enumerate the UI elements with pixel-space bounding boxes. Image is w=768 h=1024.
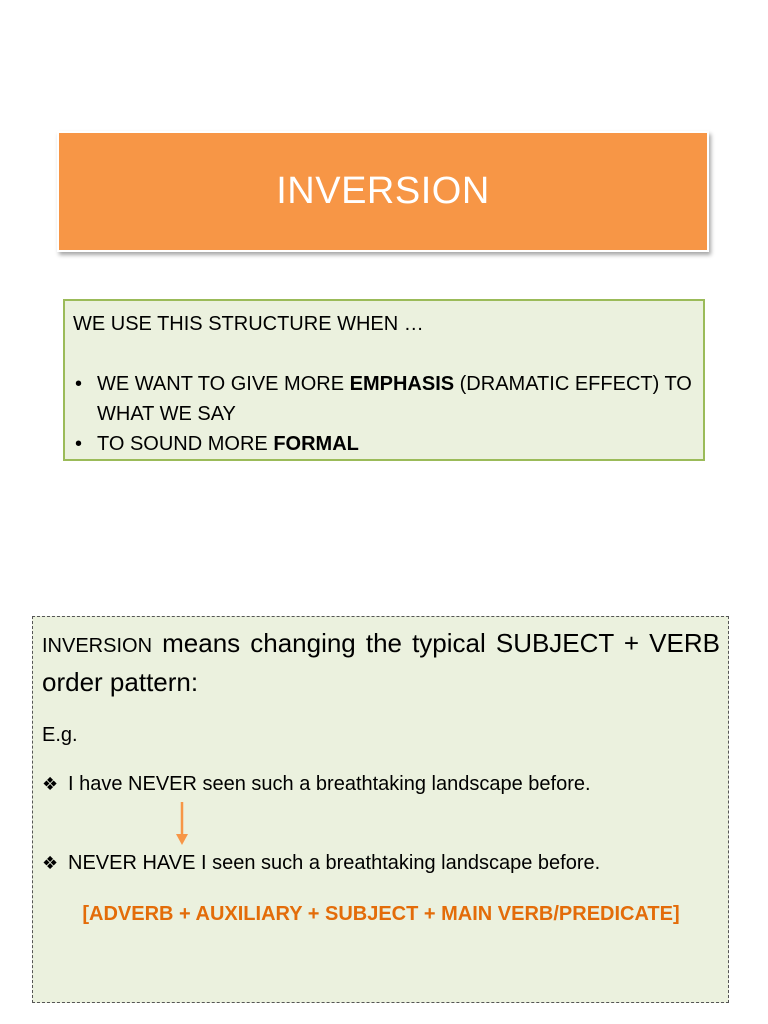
- down-arrow-icon: [173, 802, 191, 846]
- diamond-bullet-icon: ❖: [42, 853, 59, 873]
- usage-bullet-formal: [73, 429, 695, 459]
- usage-list: [73, 369, 695, 459]
- bullet-bold-text: EMPHASIS: [349, 373, 455, 395]
- bullet-bold-text: FORMAL: [273, 433, 359, 455]
- example-1-text: I have NEVER seen such a breathtaking landscape before.: [68, 773, 591, 795]
- diamond-bullet-icon: ❖: [42, 774, 59, 794]
- definition-term: INVERSION: [42, 635, 153, 657]
- arrow-row: [42, 796, 720, 852]
- definition-box: [32, 616, 729, 1003]
- page-title: INVERSION: [276, 170, 490, 212]
- example-2: [42, 852, 720, 875]
- title-banner: [57, 131, 709, 252]
- usage-bullet-emphasis: [73, 369, 695, 429]
- definition-text: [42, 625, 720, 700]
- bullet-text: (DRAMATIC EFFECT) TO WHAT WE SAY: [97, 373, 692, 425]
- usage-intro: WE USE THIS STRUCTURE WHEN …: [73, 313, 424, 335]
- example-label: E.g.: [42, 724, 78, 746]
- inversion-formula: [ADVERB + AUXILIARY + SUBJECT + MAIN VERB/PREDICATE]: [82, 903, 680, 925]
- example-1: [42, 773, 720, 796]
- bullet-text: WE WANT TO GIVE MORE: [97, 373, 350, 395]
- bullet-text: TO SOUND MORE: [97, 433, 274, 455]
- example-2-text: NEVER HAVE I seen such a breathtaking landscape before.: [68, 852, 601, 874]
- usage-box: [63, 299, 705, 461]
- definition-body: means changing the typical SUBJECT + VERB order pattern:: [42, 628, 720, 697]
